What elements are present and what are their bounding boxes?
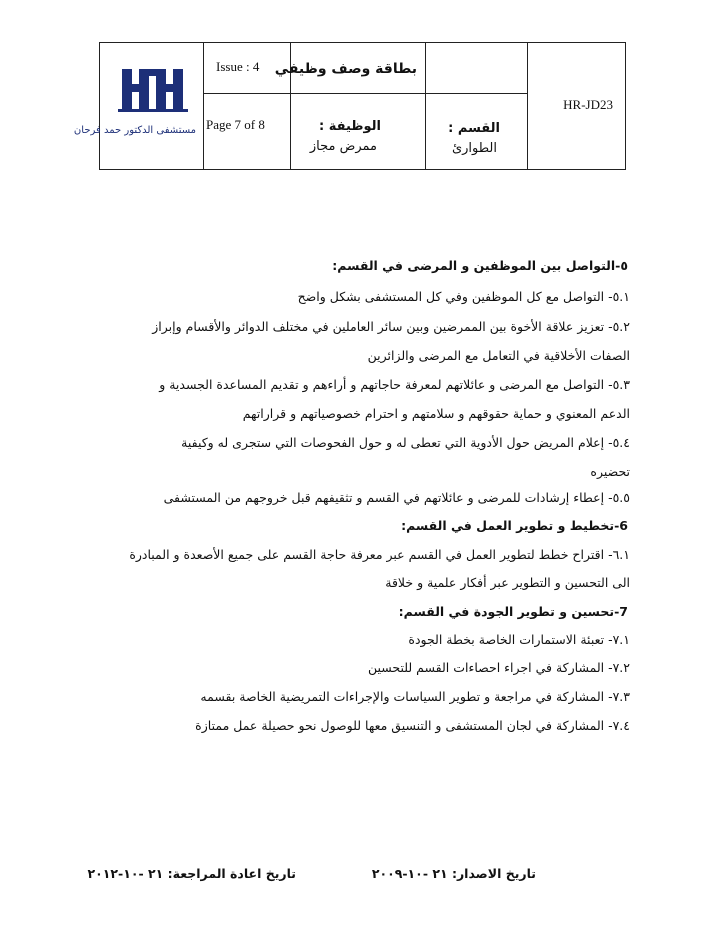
list-item: ٥.٣- التواصل مع المرضى و عائلاتهم لمعرفة حاجاتهم و أراءهم و تقديم المساعدة الجسدية و bbox=[159, 377, 630, 392]
list-item: الى التحسين و التطوير عبر أفكار علمية و خلاقة bbox=[385, 575, 630, 590]
list-item: ٧.٢- المشاركة في اجراء احصاءات القسم للتحسين bbox=[367, 660, 630, 675]
list-item: ٥.٢- تعزيز علاقة الأخوة بين الممرضين وبين سائر العاملين في مختلف الدوائر والأقسام وإبراز bbox=[152, 319, 630, 334]
department-label: القسم : bbox=[448, 121, 500, 136]
department-value: الطوارئ bbox=[451, 141, 497, 156]
issue-date: تاريخ الاصدار: ٢١ -١٠-٢٠٠٩ bbox=[371, 866, 536, 881]
list-item: ٦.١- اقتراح خطط لتطوير العمل في القسم عبر معرفة حاجة القسم على جميع الأصعدة و المبادرة bbox=[129, 547, 630, 562]
job-value: ممرض مجاز bbox=[309, 139, 377, 154]
list-item: تحضيره bbox=[590, 464, 630, 479]
list-item: ٥.٤- إعلام المريض حول الأدوية التي تعطى له و حول الفحوصات التي ستجرى له وكيفية bbox=[181, 435, 630, 450]
list-item: ٥.١- التواصل مع كل الموظفين وفي كل المستشفى بشكل واضح bbox=[297, 289, 630, 304]
list-item: ٧.٣- المشاركة في مراجعة و تطوير السياسات والإجراءات التمريضية الخاصة بقسمه bbox=[200, 689, 630, 704]
document-code: HR-JD23 bbox=[563, 97, 613, 112]
list-item: الدعم المعنوي و حماية حقوقهم و سلامتهم و احترام خصوصياتهم و قراراتهم bbox=[242, 406, 630, 421]
section-heading: 7-تحسين و تطوير الجودة في القسم: bbox=[398, 604, 628, 619]
list-item: الصفات الأخلاقية في التعامل مع المرضى والزائرين bbox=[367, 348, 630, 363]
job-label: الوظيفة : bbox=[318, 119, 381, 134]
review-date: تاريخ اعادة المراجعة: ٢١ -١٠-٢٠١٢ bbox=[87, 866, 296, 881]
section-heading: 6-تخطيط و تطوير العمل في القسم: bbox=[401, 518, 628, 533]
list-item: ٧.١- تعبئة الاستمارات الخاصة بخطة الجودة bbox=[408, 632, 630, 647]
logo-text: مستشفى الدكتور حمد فرحان bbox=[73, 125, 196, 136]
section-heading: ٥-التواصل بين الموظفين و المرضى في القسم: bbox=[332, 258, 628, 273]
page-number: Page 7 of 8 bbox=[206, 117, 265, 132]
issue-number: Issue : 4 bbox=[216, 59, 260, 74]
list-item: ٥.٥- إعطاء إرشادات للمرضى و عائلاتهم في القسم و تثقيفهم قبل خروجهم من المستشفى bbox=[163, 490, 630, 505]
list-item: ٧.٤- المشاركة في لجان المستشفى و التنسيق معها للوصول نحو حصيلة عمل ممتازة bbox=[195, 718, 630, 733]
document-body bbox=[73, 0, 630, 942]
document-title: بطاقة وصف وظيفي bbox=[274, 61, 417, 77]
